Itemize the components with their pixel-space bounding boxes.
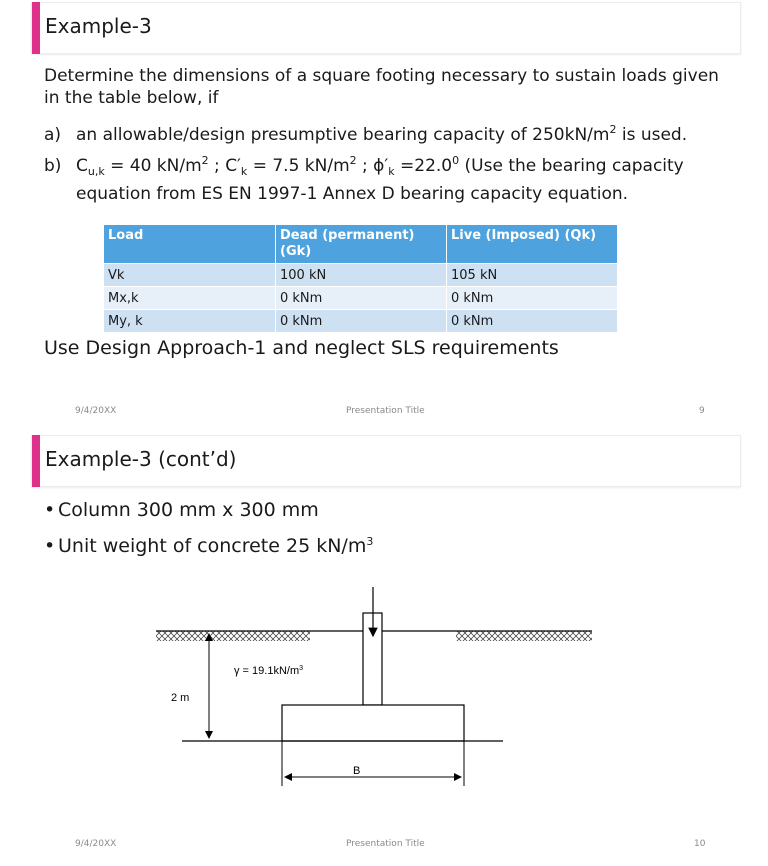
ck-unit-sup: 2 [349, 154, 357, 167]
phi-value: =22.0 [394, 156, 453, 176]
table-cell: My, k [104, 310, 276, 333]
footer-page-number: 9 [699, 406, 705, 416]
ck-symbol: ; C′ [208, 156, 241, 176]
cu-subscript: u,k [87, 165, 105, 178]
item-a-sup: 2 [609, 123, 617, 136]
table-cell: 0 kNm [276, 310, 447, 333]
footer-date: 9/4/20XX [75, 406, 117, 416]
item-a-marker: a) [44, 125, 62, 145]
intro-line-1: Determine the dimensions of a square footing necessary to sustain loads given [44, 66, 719, 86]
cu-unit-sup: 2 [201, 154, 209, 167]
footer-date: 9/4/20XX [75, 839, 117, 849]
table-cell: Vk [104, 264, 276, 287]
cu-symbol: C [76, 156, 88, 176]
bullet-dot-icon: • [44, 499, 56, 521]
phi-symbol: ; ϕ′ [356, 156, 389, 176]
depth-label: 2 m [171, 692, 190, 704]
ck-subscript: k [240, 165, 248, 178]
phi-degree-sup: 0 [452, 154, 460, 167]
item-a-tail: is used. [616, 125, 688, 145]
table-cell: Mx,k [104, 287, 276, 310]
bullet-text: Unit weight of concrete 25 kN/m [58, 535, 367, 557]
bullet-dot-icon: • [44, 535, 56, 557]
table-cell: 0 kNm [447, 287, 618, 310]
footing [282, 705, 464, 741]
bullet-text: Column 300 mm x 300 mm [58, 499, 319, 521]
ck-value: = 7.5 kN/m [247, 156, 350, 176]
table-cell: 0 kNm [447, 310, 618, 333]
table-cell: 100 kN [276, 264, 447, 287]
phi-subscript: k [388, 165, 395, 178]
width-label: B [353, 765, 361, 777]
footer-page-number: 10 [694, 839, 706, 849]
item-b-tail: (Use the bearing capacity [459, 156, 684, 176]
footer-title: Presentation Title [346, 406, 425, 416]
ground-hatch-right [456, 631, 592, 641]
item-b-line-2: equation from ES EN 1997-1 Annex D bearing capacity equation. [76, 184, 629, 204]
cu-value: = 40 kN/m [104, 156, 202, 176]
item-b-marker: b) [44, 156, 62, 176]
gamma-label: $\gamma = 19.1kN/m^3$ [234, 665, 304, 677]
intro-line-2: in the table below, if [44, 88, 219, 108]
table-cell: 0 kNm [276, 287, 447, 310]
table-header-load: Load [104, 225, 276, 264]
footer-title: Presentation Title [346, 839, 425, 849]
table-header-dead: Dead (permanent) (Gk) [276, 225, 447, 264]
slide-title: Example-3 [45, 14, 152, 38]
slide-title: Example-3 (cont’d) [45, 447, 237, 471]
ground-hatch-left [156, 631, 310, 641]
table-cell: 105 kN [447, 264, 618, 287]
closing-text: Use Design Approach-1 and neglect SLS requirements [44, 337, 559, 359]
table-header-live: Live (Imposed) (Qk) [447, 225, 618, 264]
item-a-text: an allowable/design presumptive bearing capacity of 250kN/m [76, 125, 610, 145]
bullet-sup: 3 [366, 535, 374, 548]
